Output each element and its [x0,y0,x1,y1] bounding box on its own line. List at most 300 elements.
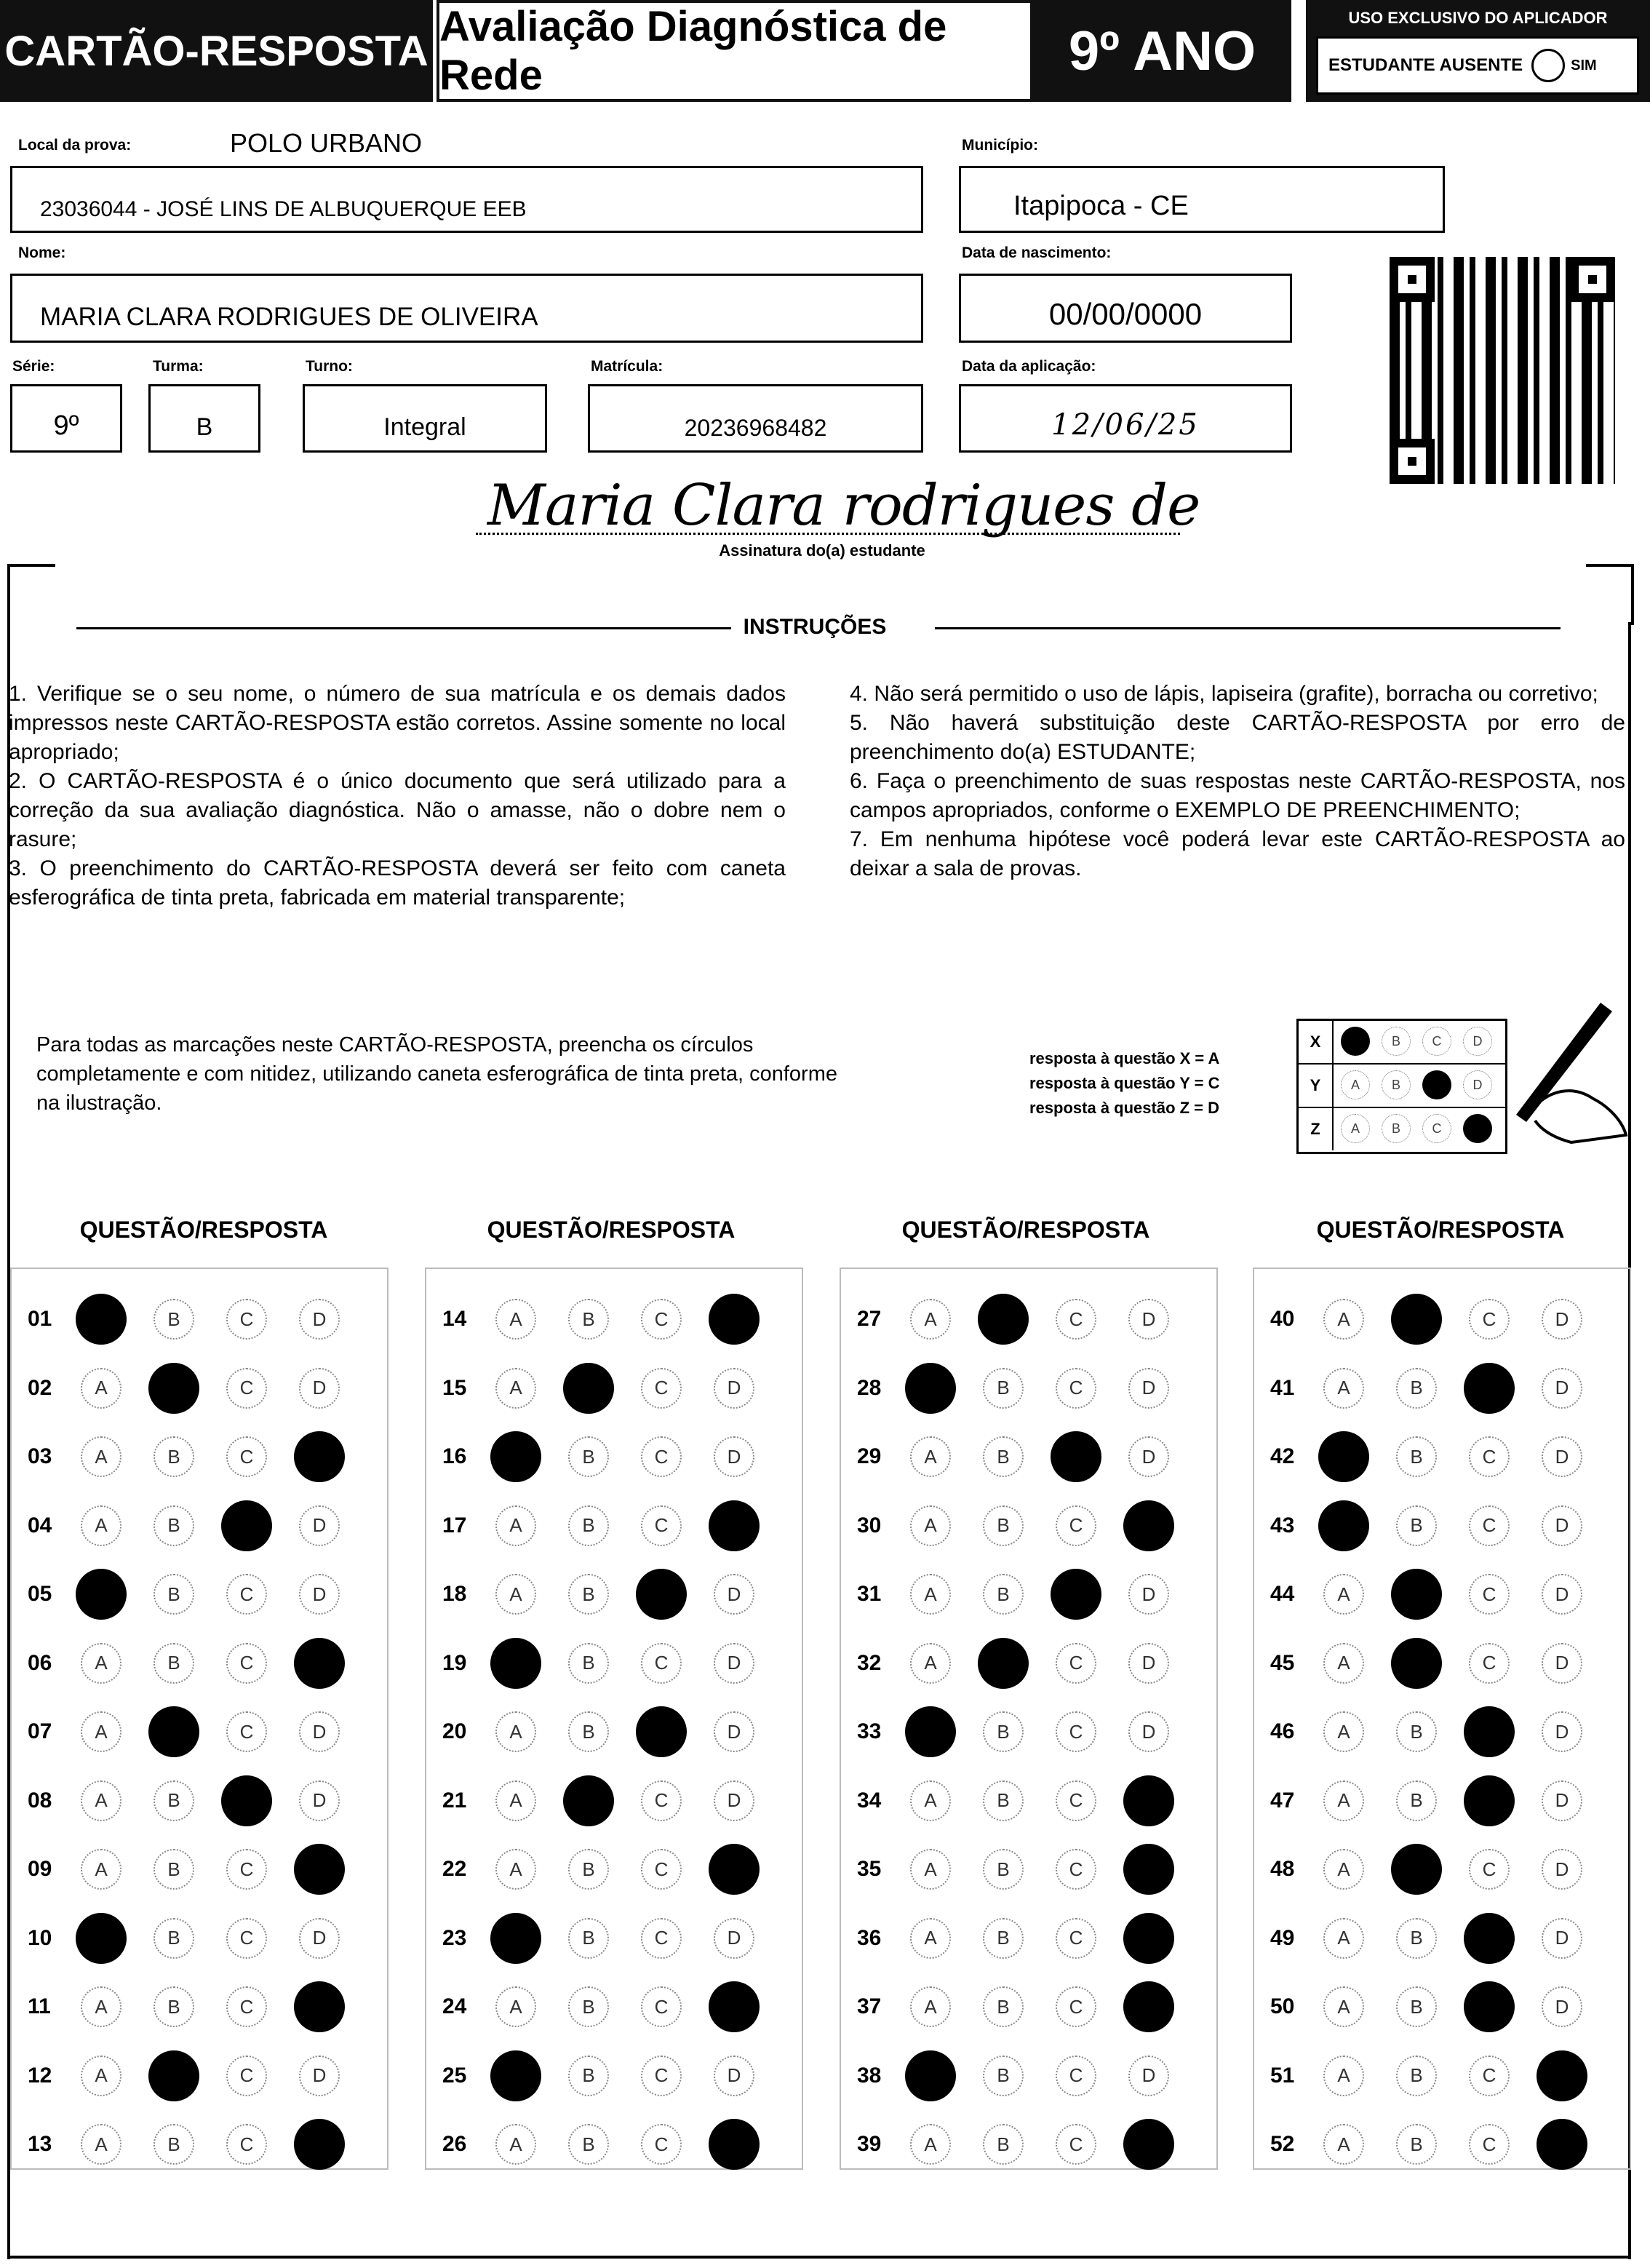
question-row-39 [841,2112,1219,2178]
answer-bubble-41-d[interactable]: D [1542,1368,1582,1409]
answer-bubble-49-b[interactable]: B [1396,1918,1437,1959]
answer-bubble-05-b[interactable]: B [154,1574,194,1615]
answer-bubble-48-a[interactable]: A [1323,1849,1364,1890]
answer-bubble-48-c[interactable]: C [1469,1849,1510,1890]
answer-bubble-14-d[interactable]: D [709,1294,760,1345]
answer-bubble-25-d[interactable]: D [714,2056,754,2096]
absent-label: ESTUDANTE AUSENTE [1328,55,1523,75]
answer-bubble-32-a[interactable]: A [910,1643,951,1684]
answer-bubble-16-b[interactable]: B [568,1436,609,1477]
answer-bubble-51-a[interactable]: A [1323,2056,1364,2096]
answer-bubble-10-d[interactable]: D [299,1918,340,1959]
answer-bubble-07-d[interactable]: D [299,1711,340,1752]
answer-bubble-30-d[interactable]: D [1123,1500,1174,1551]
question-number: 27 [857,1307,882,1331]
answer-bubble-22-b[interactable]: B [568,1849,609,1890]
answer-bubble-24-d[interactable]: D [709,1981,760,2032]
answer-bubble-52-d[interactable]: D [1537,2119,1587,2170]
question-number: 52 [1270,2132,1295,2156]
answer-bubble-52-b[interactable]: B [1396,2124,1437,2165]
answer-bubble-32-b[interactable]: B [978,1638,1029,1689]
answer-bubble-13-a[interactable]: A [81,2124,121,2165]
answer-bubble-26-b[interactable]: B [568,2124,609,2165]
answer-bubble-04-b[interactable]: B [154,1505,194,1546]
answer-bubble-10-a[interactable]: A [76,1913,127,1964]
question-number: 13 [28,2132,52,2156]
answer-bubble-34-c[interactable]: C [1056,1780,1096,1821]
answer-bubble-38-d[interactable]: D [1128,2056,1169,2096]
example-row-y [1299,1065,1505,1108]
question-row-21 [426,1769,805,1834]
answer-bubble-32-c[interactable]: C [1056,1643,1096,1684]
answer-bubble-23-a[interactable]: A [490,1913,541,1964]
answer-bubble-35-b[interactable]: B [983,1849,1024,1890]
question-row-16 [426,1425,805,1490]
question-row-09 [12,1837,390,1903]
answer-bubble-17-d[interactable]: D [709,1500,760,1551]
example-bubble-z-a: A [1341,1114,1370,1143]
answer-bubble-44-c[interactable]: C [1469,1574,1510,1615]
question-number: 40 [1270,1307,1295,1331]
answer-bubble-26-c[interactable]: C [641,2124,682,2165]
question-number: 02 [28,1375,52,1400]
answer-bubble-19-c[interactable]: C [641,1643,682,1684]
answer-bubble-34-a[interactable]: A [910,1780,951,1821]
answer-bubble-36-c[interactable]: C [1056,1918,1096,1959]
answer-bubble-05-d[interactable]: D [299,1574,340,1615]
answer-bubble-11-b[interactable]: B [154,1986,194,2027]
answer-bubble-46-d[interactable]: D [1542,1711,1582,1752]
turma-value: B [196,413,213,441]
answer-column-1 [10,1268,388,2170]
example-row-label: Z [1299,1108,1334,1150]
answer-bubble-26-a[interactable]: A [495,2124,536,2165]
answer-bubble-01-b[interactable]: B [154,1299,194,1340]
answer-bubble-34-b[interactable]: B [983,1780,1024,1821]
answer-bubble-15-b[interactable]: B [563,1363,614,1414]
answer-bubble-33-d[interactable]: D [1128,1711,1169,1752]
answer-bubble-48-d[interactable]: D [1542,1849,1582,1890]
answer-bubble-46-a[interactable]: A [1323,1711,1364,1752]
answer-bubble-42-a[interactable]: A [1318,1431,1369,1482]
answer-bubble-49-c[interactable]: C [1464,1913,1515,1964]
answer-bubble-02-b[interactable]: B [148,1363,199,1414]
question-row-34 [841,1769,1219,1834]
answer-bubble-40-a[interactable]: A [1323,1299,1364,1340]
answer-column-3 [840,1268,1218,2170]
answer-bubble-52-c[interactable]: C [1469,2124,1510,2165]
answer-bubble-11-a[interactable]: A [81,1986,121,2027]
answer-bubble-04-d[interactable]: D [299,1505,340,1546]
answer-bubble-51-d[interactable]: D [1537,2050,1587,2101]
question-row-02 [12,1356,390,1422]
answer-bubble-14-a[interactable]: A [495,1299,536,1340]
answer-bubble-13-d[interactable]: D [294,2119,345,2170]
answer-bubble-50-b[interactable]: B [1396,1986,1437,2027]
instruction-2: 2. O CARTÃO-RESPOSTA é o único documento que será utilizado para a correção da sua avaliação diagnóstica. Não o amasse, não o dobre nem o rasure; [9,769,786,851]
question-row-42 [1254,1425,1633,1490]
answer-bubble-23-c[interactable]: C [641,1918,682,1959]
answer-bubble-09-b[interactable]: B [154,1849,194,1890]
fill-note: Para todas as marcações neste CARTÃO-RESPOSTA, preencha os círculos completamente e com nitidez, utilizando caneta esferográfica de tinta preta, conforme na ilustração. [36,1033,837,1115]
answer-bubble-26-d[interactable]: D [709,2119,760,2170]
answer-bubble-39-b[interactable]: B [983,2124,1024,2165]
signature-label: Assinatura do(a) estudante [719,541,925,560]
answer-bubble-27-c[interactable]: C [1056,1299,1096,1340]
answer-bubble-30-b[interactable]: B [983,1505,1024,1546]
answer-bubble-37-d[interactable]: D [1123,1981,1174,2032]
answer-bubble-03-b[interactable]: B [154,1436,194,1477]
answer-bubble-20-b[interactable]: B [568,1711,609,1752]
answer-bubble-02-c[interactable]: C [226,1368,267,1409]
answer-bubble-10-b[interactable]: B [154,1918,194,1959]
answer-bubble-36-b[interactable]: B [983,1918,1024,1959]
answer-bubble-28-a[interactable]: A [905,1363,956,1414]
answer-bubble-30-a[interactable]: A [910,1505,951,1546]
municipio-value: Itapipoca - CE [1013,191,1189,221]
answer-bubble-45-b[interactable]: B [1391,1638,1442,1689]
answer-bubble-01-c[interactable]: C [226,1299,267,1340]
question-number: 44 [1270,1582,1295,1606]
answer-bubble-09-c[interactable]: C [226,1849,267,1890]
question-number: 43 [1270,1513,1295,1537]
answer-bubble-36-a[interactable]: A [910,1918,951,1959]
instruction-6: 6. Faça o preenchimento de suas respostas neste CARTÃO-RESPOSTA, nos campos apropriados, conforme o EXEMPLO DE PREENCHIMENTO; [850,769,1625,822]
aplicacao-value: 12/06/25 [1051,408,1200,442]
answer-bubble-18-d[interactable]: D [714,1574,754,1615]
answer-bubble-47-d[interactable]: D [1542,1780,1582,1821]
answer-bubble-01-a[interactable]: A [76,1294,127,1345]
answer-bubble-48-b[interactable]: B [1391,1844,1442,1895]
answer-bubble-44-d[interactable]: D [1542,1574,1582,1615]
answer-bubble-01-d[interactable]: D [299,1299,340,1340]
answer-bubble-19-b[interactable]: B [568,1643,609,1684]
answer-bubble-28-b[interactable]: B [983,1368,1024,1409]
answer-bubble-03-d[interactable]: D [294,1431,345,1482]
answer-bubble-03-a[interactable]: A [81,1436,121,1477]
answer-bubble-50-a[interactable]: A [1323,1986,1364,2027]
question-number: 49 [1270,1925,1295,1950]
answer-bubble-33-b[interactable]: B [983,1711,1024,1752]
answer-bubble-06-d[interactable]: D [294,1638,345,1689]
answer-bubble-47-c[interactable]: C [1464,1775,1515,1826]
answer-bubble-49-d[interactable]: D [1542,1918,1582,1959]
answer-bubble-36-d[interactable]: D [1123,1913,1174,1964]
answer-bubble-16-d[interactable]: D [714,1436,754,1477]
question-number: 29 [857,1444,882,1468]
question-row-24 [426,1975,805,2040]
answer-bubble-20-a[interactable]: A [495,1711,536,1752]
answer-bubble-23-d[interactable]: D [714,1918,754,1959]
question-number: 08 [28,1788,52,1813]
answer-bubble-09-d[interactable]: D [294,1844,345,1895]
answer-bubble-15-a[interactable]: A [495,1368,536,1409]
answer-bubble-42-b[interactable]: B [1396,1436,1437,1477]
answer-bubble-34-d[interactable]: D [1123,1775,1174,1826]
answer-bubble-05-c[interactable]: C [226,1574,267,1615]
example-row-z [1299,1108,1505,1152]
question-number: 14 [442,1307,467,1331]
answer-bubble-04-a[interactable]: A [81,1505,121,1546]
nome-field [10,274,923,343]
example-bubble-y-d: D [1463,1070,1492,1099]
answer-bubble-31-d[interactable]: D [1128,1574,1169,1615]
answer-bubble-42-d[interactable]: D [1542,1436,1582,1477]
question-number: 12 [28,2063,52,2088]
answer-bubble-16-c[interactable]: C [641,1436,682,1477]
yes-label: SIM [1571,57,1597,73]
answer-bubble-10-c[interactable]: C [226,1918,267,1959]
serie-value: 9º [53,410,79,441]
answer-bubble-08-d[interactable]: D [299,1780,340,1821]
answer-bubble-18-b[interactable]: B [568,1574,609,1615]
question-number: 50 [1270,1994,1295,2018]
question-row-13 [12,2112,390,2178]
answer-bubble-43-d[interactable]: D [1542,1505,1582,1546]
absent-box [1316,36,1639,95]
answer-bubble-17-b[interactable]: B [568,1505,609,1546]
turno-value: Integral [383,413,466,441]
question-number: 28 [857,1375,882,1400]
answer-bubble-07-b[interactable]: B [148,1706,199,1757]
column-header-3: QUESTÃO/RESPOSTA [901,1217,1150,1243]
answer-bubble-22-a[interactable]: A [495,1849,536,1890]
answer-bubble-49-a[interactable]: A [1323,1918,1364,1959]
answer-bubble-20-c[interactable]: C [636,1706,687,1757]
frame-corner-tr [1586,564,1634,625]
answer-bubble-11-d[interactable]: D [294,1981,345,2032]
answer-bubble-06-a[interactable]: A [81,1643,121,1684]
answer-bubble-15-c[interactable]: C [641,1368,682,1409]
answer-bubble-50-c[interactable]: C [1464,1981,1515,2032]
answer-bubble-02-d[interactable]: D [299,1368,340,1409]
matricula-value: 20236968482 [684,415,827,441]
answer-bubble-29-d[interactable]: D [1128,1436,1169,1477]
answer-bubble-18-c[interactable]: C [636,1569,687,1620]
answer-bubble-44-a[interactable]: A [1323,1574,1364,1615]
answer-bubble-35-d[interactable]: D [1123,1844,1174,1895]
question-number: 05 [28,1582,52,1606]
nascimento-field [959,274,1292,343]
question-row-22 [426,1837,805,1903]
answer-column-2 [425,1268,803,2170]
answer-bubble-47-a[interactable]: A [1323,1780,1364,1821]
question-row-28 [841,1356,1219,1422]
answer-bubble-24-a[interactable]: A [495,1986,536,2027]
answer-bubble-37-b[interactable]: B [983,1986,1024,2027]
answer-bubble-18-a[interactable]: A [495,1574,536,1615]
answer-bubble-51-b[interactable]: B [1396,2056,1437,2096]
answer-bubble-39-c[interactable]: C [1056,2124,1096,2165]
absent-bubble[interactable] [1531,49,1565,82]
answer-bubble-28-d[interactable]: D [1128,1368,1169,1409]
answer-bubble-39-d[interactable]: D [1123,2119,1174,2170]
question-row-44 [1254,1562,1633,1628]
answer-bubble-21-d[interactable]: D [714,1780,754,1821]
answer-bubble-12-d[interactable]: D [299,2056,340,2096]
example-bubble-y-a: A [1341,1070,1370,1099]
answer-bubble-23-b[interactable]: B [568,1918,609,1959]
answer-bubble-51-c[interactable]: C [1469,2056,1510,2096]
grade-label: 9º ANO [1068,20,1256,82]
answer-bubble-45-c[interactable]: C [1469,1643,1510,1684]
answer-bubble-14-b[interactable]: B [568,1299,609,1340]
answer-bubble-41-c[interactable]: C [1464,1363,1515,1414]
instruction-5: 5. Não haverá substituição deste CARTÃO-RESPOSTA por erro de preenchimento do(a) ESTUDANTE; [850,711,1625,764]
answer-bubble-19-a[interactable]: A [490,1638,541,1689]
question-row-01 [12,1287,390,1353]
answer-bubble-19-d[interactable]: D [714,1643,754,1684]
answer-bubble-27-d[interactable]: D [1128,1299,1169,1340]
answer-bubble-38-b[interactable]: B [983,2056,1024,2096]
frame-bottom-line [7,2256,1631,2259]
answer-bubble-08-b[interactable]: B [154,1780,194,1821]
question-row-19 [426,1631,805,1697]
question-row-27 [841,1287,1219,1353]
answer-bubble-17-c[interactable]: C [641,1505,682,1546]
answer-bubble-35-a[interactable]: A [910,1849,951,1890]
answer-bubble-08-a[interactable]: A [81,1780,121,1821]
answer-bubble-24-c[interactable]: C [641,1986,682,2027]
answer-bubble-40-b[interactable]: B [1391,1294,1442,1345]
answer-bubble-37-a[interactable]: A [910,1986,951,2027]
question-row-31 [841,1562,1219,1628]
answer-bubble-04-c[interactable]: C [221,1500,272,1551]
answer-bubble-46-c[interactable]: C [1464,1706,1515,1757]
instructions-rule-right [935,627,1561,629]
example-bubble-x-d: D [1463,1027,1492,1056]
answer-bubble-33-c[interactable]: C [1056,1711,1096,1752]
answer-bubble-13-c[interactable]: C [226,2124,267,2165]
local-label: Local da prova: [18,137,132,154]
answer-bubble-07-a[interactable]: A [81,1711,121,1752]
question-row-10 [12,1906,390,1972]
answer-bubble-39-a[interactable]: A [910,2124,951,2165]
answer-bubble-07-c[interactable]: C [226,1711,267,1752]
answer-bubble-41-a[interactable]: A [1323,1368,1364,1409]
question-row-38 [841,2044,1219,2109]
question-number: 04 [28,1513,52,1537]
answer-bubble-12-b[interactable]: B [148,2050,199,2101]
matricula-label: Matrícula: [591,358,663,375]
answer-bubble-45-d[interactable]: D [1542,1643,1582,1684]
answer-bubble-44-b[interactable]: B [1391,1569,1442,1620]
answer-bubble-27-a[interactable]: A [910,1299,951,1340]
answer-bubble-06-c[interactable]: C [226,1643,267,1684]
answer-bubble-06-b[interactable]: B [154,1643,194,1684]
answer-bubble-21-a[interactable]: A [495,1780,536,1821]
answer-bubble-11-c[interactable]: C [226,1986,267,2027]
answer-bubble-28-c[interactable]: C [1056,1368,1096,1409]
answer-bubble-43-a[interactable]: A [1318,1500,1369,1551]
answer-bubble-21-c[interactable]: C [641,1780,682,1821]
answer-bubble-31-b[interactable]: B [983,1574,1024,1615]
answer-bubble-22-c[interactable]: C [641,1849,682,1890]
answer-bubble-29-b[interactable]: B [983,1436,1024,1477]
answer-bubble-13-b[interactable]: B [154,2124,194,2165]
answer-bubble-47-b[interactable]: B [1396,1780,1437,1821]
answer-bubble-33-a[interactable]: A [905,1706,956,1757]
answer-bubble-31-c[interactable]: C [1051,1569,1101,1620]
question-number: 25 [442,2063,467,2088]
question-row-25 [426,2044,805,2109]
answer-bubble-25-a[interactable]: A [490,2050,541,2101]
answer-bubble-45-a[interactable]: A [1323,1643,1364,1684]
example-row-label: Y [1299,1065,1334,1107]
turno-field [303,384,547,453]
answer-bubble-16-a[interactable]: A [490,1431,541,1482]
column-header-4: QUESTÃO/RESPOSTA [1316,1217,1565,1243]
answer-bubble-30-c[interactable]: C [1056,1505,1096,1546]
answer-bubble-29-c[interactable]: C [1051,1431,1101,1482]
answer-bubble-05-a[interactable]: A [76,1569,127,1620]
answer-bubble-42-c[interactable]: C [1469,1436,1510,1477]
answer-bubble-09-a[interactable]: A [81,1849,121,1890]
question-number: 10 [28,1925,52,1950]
answer-bubble-14-c[interactable]: C [641,1299,682,1340]
answer-bubble-27-b[interactable]: B [978,1294,1029,1345]
answer-bubble-17-a[interactable]: A [495,1505,536,1546]
answer-bubble-40-c[interactable]: C [1469,1299,1510,1340]
answer-bubble-29-a[interactable]: A [910,1436,951,1477]
example-bubble-x-b: B [1382,1027,1411,1056]
question-number: 37 [857,1994,882,2018]
question-number: 21 [442,1788,467,1813]
answer-bubble-38-c[interactable]: C [1056,2056,1096,2096]
answer-bubble-50-d[interactable]: D [1542,1986,1582,2027]
instruction-7: 7. Em nenhuma hipótese você poderá levar este CARTÃO-RESPOSTA ao deixar a sala de provas. [850,827,1625,880]
answer-bubble-20-d[interactable]: D [714,1711,754,1752]
answer-bubble-40-d[interactable]: D [1542,1299,1582,1340]
answer-bubble-43-b[interactable]: B [1396,1505,1437,1546]
nome-value: MARIA CLARA RODRIGUES DE OLIVEIRA [40,303,538,331]
example-lines [1029,1046,1219,1121]
answer-bubble-41-b[interactable]: B [1396,1368,1437,1409]
question-row-37 [841,1975,1219,2040]
question-number: 06 [28,1650,52,1675]
answer-bubble-35-c[interactable]: C [1056,1849,1096,1890]
eval-title-box [437,0,1033,102]
answer-bubble-37-c[interactable]: C [1056,1986,1096,2027]
answer-bubble-12-a[interactable]: A [81,2056,121,2096]
question-number: 15 [442,1375,467,1400]
example-line-z: resposta à questão Z = D [1029,1099,1220,1117]
answer-bubble-32-d[interactable]: D [1128,1643,1169,1684]
answer-bubble-15-d[interactable]: D [714,1368,754,1409]
answer-bubble-38-a[interactable]: A [905,2050,956,2101]
answer-bubble-12-c[interactable]: C [226,2056,267,2096]
nascimento-label: Data de nascimento: [962,244,1112,261]
question-row-33 [841,1700,1219,1765]
question-row-47 [1254,1769,1633,1834]
answer-bubble-43-c[interactable]: C [1469,1505,1510,1546]
answer-bubble-46-b[interactable]: B [1396,1711,1437,1752]
answer-bubble-21-b[interactable]: B [563,1775,614,1826]
answer-bubble-08-c[interactable]: C [221,1775,272,1826]
question-row-12 [12,2044,390,2109]
school-value: 23036044 - JOSÉ LINS DE ALBUQUERQUE EEB [40,197,527,221]
answer-bubble-31-a[interactable]: A [910,1574,951,1615]
answer-bubble-02-a[interactable]: A [81,1368,121,1409]
answer-bubble-22-d[interactable]: D [709,1844,760,1895]
answer-bubble-03-c[interactable]: C [226,1436,267,1477]
question-row-11 [12,1975,390,2040]
answer-bubble-25-b[interactable]: B [568,2056,609,2096]
question-row-48 [1254,1837,1633,1903]
answer-bubble-24-b[interactable]: B [568,1986,609,2027]
answer-bubble-52-a[interactable]: A [1323,2124,1364,2165]
answer-bubble-25-c[interactable]: C [641,2056,682,2096]
